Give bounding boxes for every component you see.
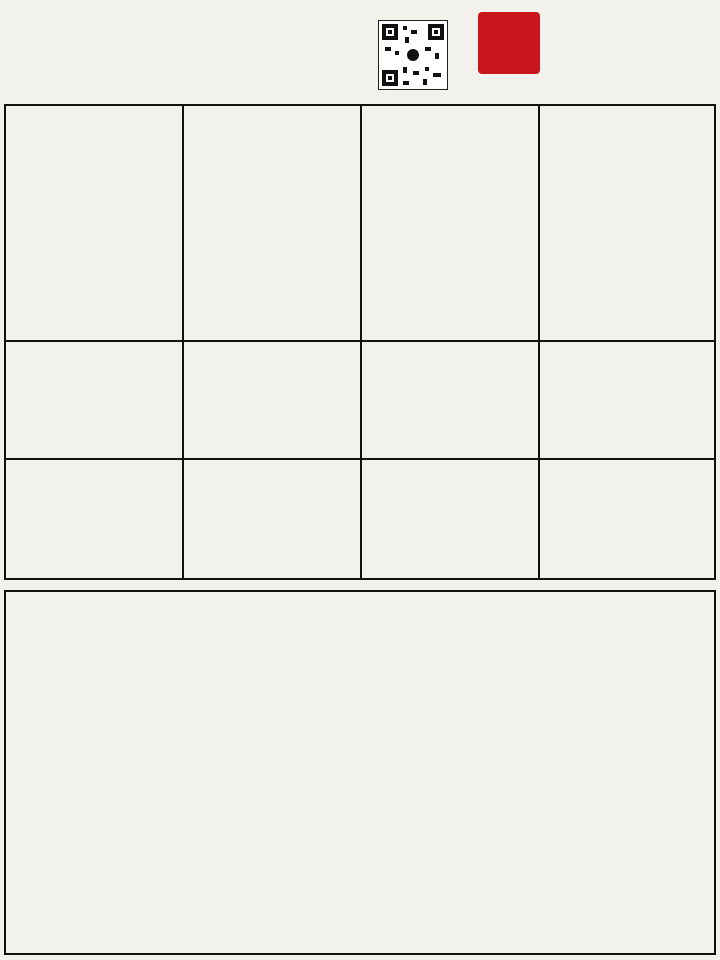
qr-code[interactable]: [378, 20, 448, 90]
pillar-grid: [4, 104, 716, 580]
yearly-luck-grid: [4, 590, 716, 955]
seal-stamp: [478, 12, 540, 74]
